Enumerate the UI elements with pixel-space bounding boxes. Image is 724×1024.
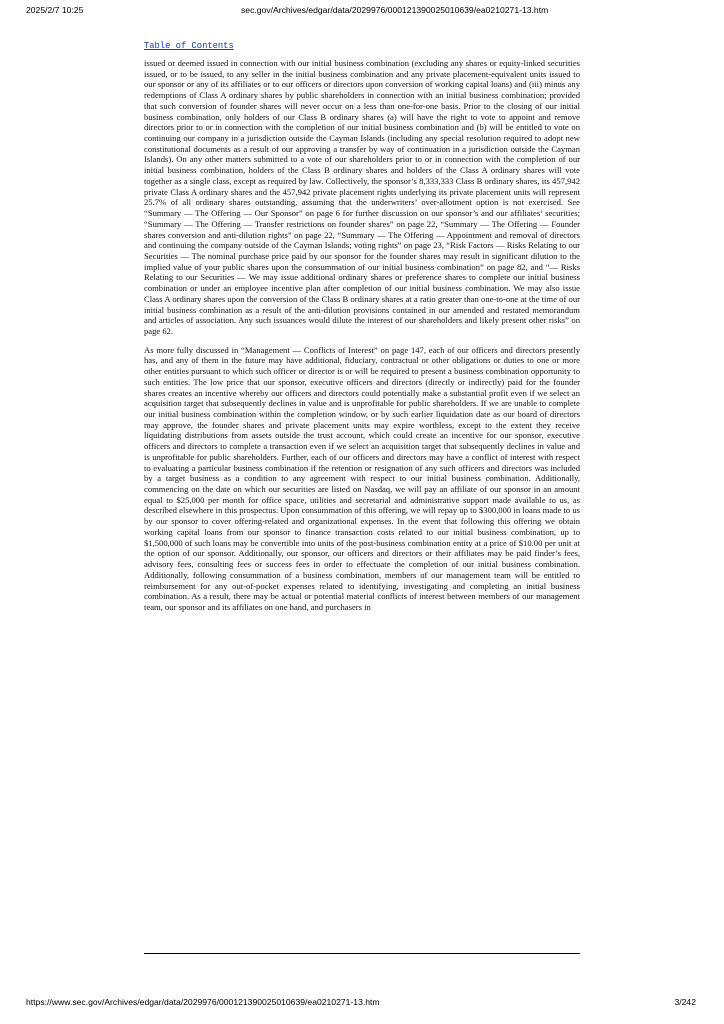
print-header bbox=[0, 5, 724, 19]
print-timestamp: 2025/2/7 10:25 bbox=[26, 5, 84, 15]
print-footer bbox=[0, 997, 724, 1011]
document-body bbox=[144, 58, 580, 621]
paragraph-founder-shares-voting: issued or deemed issued in connection with our initial business combination (excluding any shares or equity-linked securities issued, or to be issued, to any seller in the initial business combination and any private placement-equivalent units issued to our sponsor or any of its affiliates or to our officers or directors upon conversion of working capital loans) and (iii) minus any redemptions of Class A ordinary shares by public shareholders in connection with an initial business combination; provided that such conversion of founder shares will never occur on a less than one-for-one basis. Prior to the closing of our initial business combination, only holders of our Class B ordinary shares (a) will have the right to vote to appoint and remove directors prior to or in connection with the completion of our initial business combination and (b) will be entitled to vote on continuing our company in a jurisdiction outside the Cayman Islands (including any special resolution required to adopt new constitutional documents as a result of our approving a transfer by way of continuation in a jurisdiction outside the Cayman Islands). On any other matters submitted to a vote of our shareholders prior to or in connection with the completion of our initial business combination, holders of the Class B ordinary shares and holders of the Class A ordinary shares will vote together as a single class, except as required by law. Collectively, the sponsor’s 8,333,333 Class B ordinary shares, its 457,942 private Class A ordinary shares and the 457,942 private placement rights underlying its private placement units will represent 25.7% of all ordinary shares outstanding, assuming that the underwriters’ over-allotment option is not exercised. See “Summary — The Offering — Our Sponsor” on page 6 for further discussion on our sponsor’s and our affiliates’ securities; “Summary — The Offering — Transfer restrictions on founder shares” on page 22, “Summary — The Offering — Founder shares conversion and anti-dilution rights” on page 22, “Summary — The Offering — Appointment and removal of directors and continuing the company outside of the Cayman Islands; voting rights” on page 23, “Risk Factors — Risks Relating to our Securities — The nominal purchase price paid by our sponsor for the founder shares may result in significant dilution to the implied value of your public shares upon the consummation of our initial business combination” on page 82, and “— Risks Relating to our Securities — We may issue additional ordinary shares or preference shares to complete our initial business combination or under an employee incentive plan after completion of our initial business combination. We may also issue Class A ordinary shares upon the conversion of the Class B ordinary shares at a ratio greater than one-to-one at the time of our initial business combination as a result of the anti-dilution provisions contained in our amended and restated memorandum and articles of association. Any such issuances would dilute the interest of our shareholders and likely present other risks” on page 62. bbox=[144, 58, 580, 336]
footer-divider bbox=[144, 953, 580, 954]
print-header-url: sec.gov/Archives/edgar/data/2029976/000121390025010639/ea0210271-13.htm bbox=[241, 5, 549, 15]
table-of-contents-link[interactable]: Table of Contents bbox=[144, 41, 234, 51]
page-indicator: 3/242 bbox=[674, 997, 696, 1007]
paragraph-conflicts-of-interest: As more fully discussed in “Management — Conflicts of Interest” on page 147, each of our officers and directors presently has, and any of them in the future may have additional, fiduciary, contractual or other obligations or duties to one or more other entities pursuant to which such officer or director is or will be required to present a business combination opportunity to such entities. The low price that our sponsor, executive officers and directors (directly or indirectly) paid for the founder shares creates an incentive whereby our officers and directors could potentially make a substantial profit even if we select an acquisition target that subsequently declines in value and is unprofitable for public shareholders. If we are unable to complete our initial business combination within the completion window, or by such earlier liquidation date as our board of directors may approve, the founder shares and private placement units may expire worthless, except to the extent they receive liquidating distributions from assets outside the trust account, which could create an incentive for our sponsor, executive officers and directors to complete a transaction even if we select an acquisition target that subsequently declines in value and is unprofitable for public shareholders. Further, each of our officers and directors may have a conflict of interest with respect to evaluating a particular business combination if the retention or resignation of any such officers and directors was included by a target business as a condition to any agreement with respect to our initial business combination. Additionally, commencing on the date on which our securities are listed on Nasdaq, we will pay an affiliate of our sponsor in an amount equal to $25,000 per month for office space, utilities and secretarial and administrative support made available to us, as described elsewhere in this prospectus. Upon consummation of this offering, we will repay up to $300,000 in loans made to us by our sponsor to cover offering-related and organizational expenses. In the event that following this offering we obtain working capital loans from our sponsor to finance transaction costs related to our initial business combination, up to $1,500,000 of such loans may be convertible into units of the post-business combination entity at a price of $10.00 per unit at the option of our sponsor. Additionally, our sponsor, our officers and directors or their affiliates may be paid finder’s fees, advisory fees, consulting fees or success fees in order to effectuate the completion of our initial business combination. Additionally, following consummation of a business combination, members of our management team will be entitled to reimbursement for any out-of-pocket expenses related to identifying, investigating and completing an initial business combination. As a result, there may be actual or potential material conflicts of interest between members of our management team, our sponsor and its affiliates on one hand, and purchasers in bbox=[144, 344, 580, 612]
print-footer-url: https://www.sec.gov/Archives/edgar/data/2029976/000121390025010639/ea0210271-13.htm bbox=[26, 997, 380, 1007]
